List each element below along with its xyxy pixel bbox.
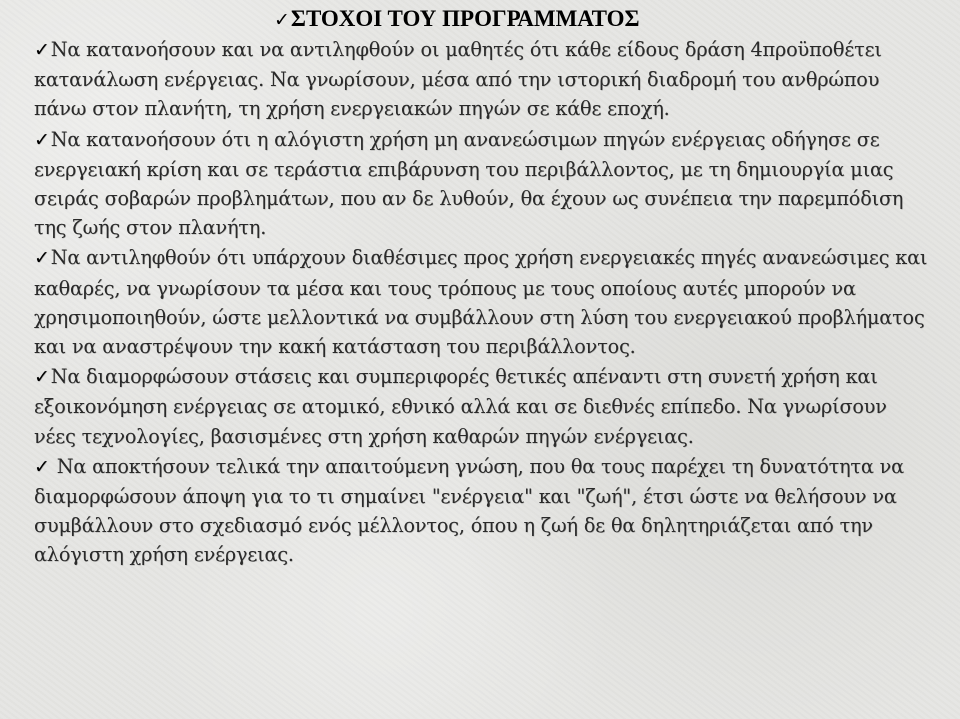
- objective-text: Να διαμορφώσουν στάσεις και συμπεριφορές θετικές απέναντι στη συνετή χρήση και εξοικονόμηση ενέργειας σε ατομικό, εθνικό αλλά και σε διεθνές επίπεδο. Να γνωρίσουν νέες τεχνολογίες, βασισμένες στη χρήση καθαρών πηγών ενέργειας.: [34, 365, 887, 448]
- checkmark-icon: ✓: [274, 9, 290, 31]
- checkmark-icon: ✓: [34, 366, 50, 389]
- checkmark-icon: ✓: [34, 455, 50, 478]
- objective-paragraph-2: [34, 125, 934, 243]
- checkmark-icon: ✓: [34, 247, 50, 270]
- objective-text: Να αποκτήσουν τελικά την απαιτούμενη γνώση, που θα τους παρέχει τη δυνατότητα να διαμορφώσουν άποψη για το τι σημαίνει "ενέργεια" και "ζωή", έτσι ώστε να θελήσουν να συμβάλλουν στο σχεδιασμό ενός μέλλοντος, όπου η ζωή δε θα δηλητηριάζεται από την αλόγιστη χρήση ενέργειας.: [34, 454, 904, 567]
- slide: [34, 4, 934, 570]
- page-title: [274, 4, 934, 35]
- objective-paragraph-4: [34, 362, 934, 451]
- objective-paragraph-1: [34, 35, 934, 124]
- title-text: ΣΤΟΧΟΙ ΤΟΥ ΠΡΟΓΡΑΜΜΑΤΟΣ: [290, 6, 640, 31]
- objective-paragraph-5: [34, 452, 934, 570]
- objective-text: Να αντιληφθούν ότι υπάρχουν διαθέσιμες προς χρήση ενεργειακές πηγές ανανεώσιμες και καθαρές, να γνωρίσουν τα μέσα και τους τρόπους με τους οποίους αυτές μπορούν να χρησιμοποιηθούν, ώστε μελλοντικά να συμβάλλουν στη λύση του ενεργειακού προβλήματος και να αναστρέψουν την κακή κατάσταση του περιβάλλοντος.: [34, 246, 928, 359]
- checkmark-icon: ✓: [34, 39, 50, 61]
- objective-text: Να κατανοήσουν και να αντιληφθούν οι μαθητές ότι κάθε είδους δράση 4προϋποθέτει κατανάλωση ενέργειας. Να γνωρίσουν, μέσα από την ιστορική διαδρομή του ανθρώπου πάνω στον πλανήτη, τη χρήση ενεργειακών πηγών σε κάθε εποχή.: [34, 38, 882, 121]
- checkmark-icon: ✓: [34, 128, 50, 151]
- objective-text: Να κατανοήσουν ότι η αλόγιστη χρήση μη ανανεώσιμων πηγών ενέργειας οδήγησε σε ενεργειακή κρίση και σε τεράστια επιβάρυνση του περιβάλλοντος, με τη δημιουργία μιας σειράς σοβαρών προβλημάτων, που αν δε λυθούν, θα έχουν ως συνέπεια την παρεμπόδιση της ζωής στον πλανήτη.: [34, 127, 904, 240]
- objective-paragraph-3: [34, 243, 934, 361]
